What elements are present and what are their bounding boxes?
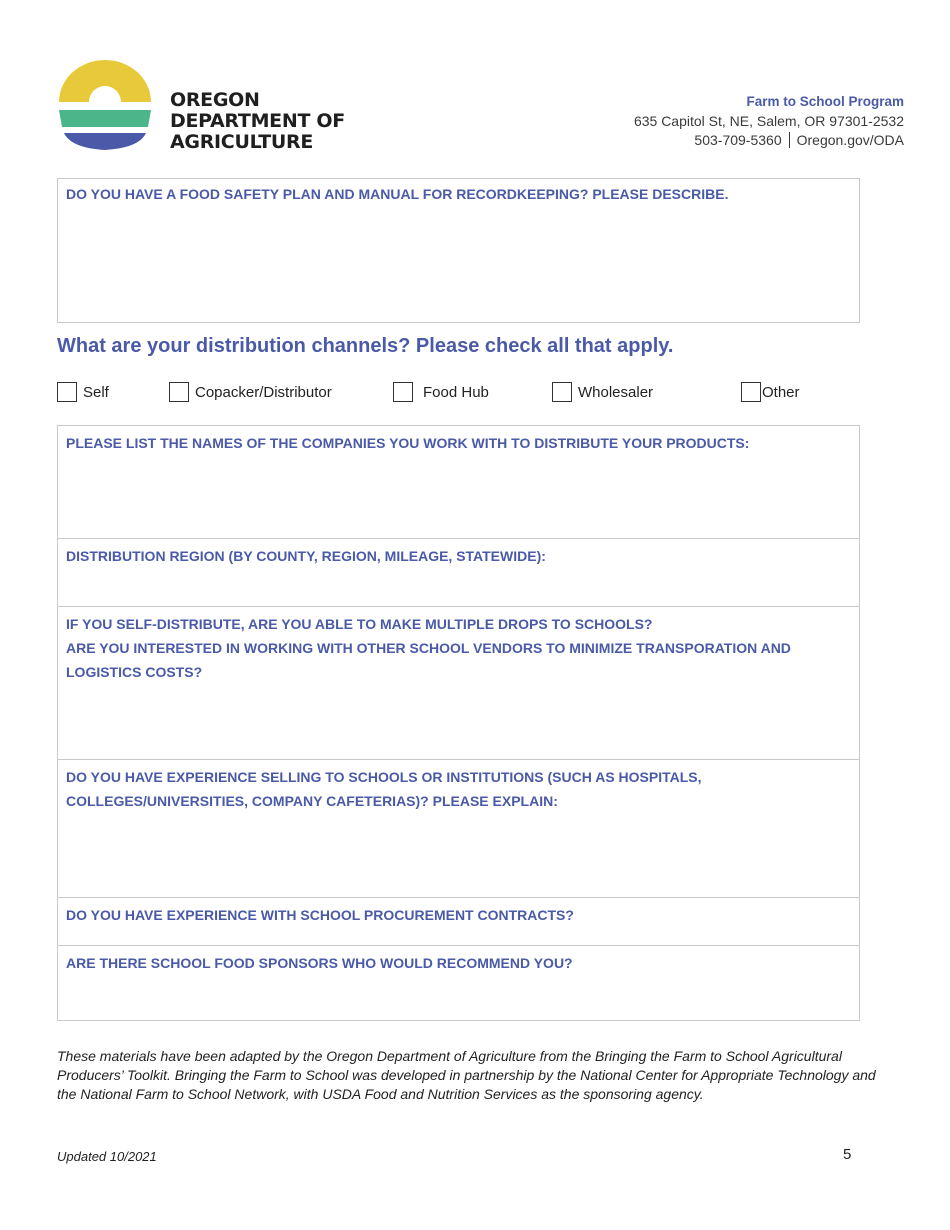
region-question: DISTRIBUTION REGION (BY COUNTY, REGION, MILEAGE, STATEWIDE):	[66, 548, 546, 564]
companies-field[interactable]	[58, 426, 859, 538]
sponsors-field[interactable]	[58, 945, 859, 1022]
checkbox-box[interactable]	[741, 382, 761, 402]
page-number: 5	[843, 1146, 852, 1163]
checkbox-box[interactable]	[57, 382, 77, 402]
contracts-field[interactable]	[58, 897, 859, 945]
updated-date: Updated 10/2021	[57, 1149, 157, 1164]
self-distribute-field[interactable]	[58, 606, 859, 759]
distribution-options	[57, 382, 860, 408]
distribution-heading: What are your distribution channels? Please check all that apply.	[57, 335, 674, 357]
checkbox-food-hub[interactable]: Food Hub	[393, 382, 489, 402]
program-name: Farm to School Program	[746, 94, 904, 109]
checkbox-box[interactable]	[552, 382, 572, 402]
checkbox-other[interactable]: Other	[741, 382, 800, 402]
checkbox-box[interactable]	[393, 382, 413, 402]
checkbox-copacker[interactable]: Copacker/Distributor	[169, 382, 332, 402]
sponsors-question: ARE THERE SCHOOL FOOD SPONSORS WHO WOULD RECOMMEND YOU?	[66, 955, 573, 971]
contracts-question: DO YOU HAVE EXPERIENCE WITH SCHOOL PROCUREMENT CONTRACTS?	[66, 907, 574, 923]
experience-question: DO YOU HAVE EXPERIENCE SELLING TO SCHOOLS OR INSTITUTIONS (SUCH AS HOSPITALS, COLLEGES/UNIVERSITIES, COMPANY CAFETERIAS)? PLEASE EXPLAIN:	[66, 769, 702, 809]
self-distribute-question: IF YOU SELF-DISTRIBUTE, ARE YOU ABLE TO MAKE MULTIPLE DROPS TO SCHOOLS? ARE YOU INTERESTED IN WORKING WITH OTHER SCHOOL VENDORS TO MINIMIZE TRANSPORATION AND LOGISTICS COSTS?	[66, 616, 791, 680]
oda-sun-icon	[57, 60, 157, 154]
address: 635 Capitol St, NE, Salem, OR 97301-2532	[633, 112, 904, 129]
divider	[789, 132, 790, 148]
checkbox-wholesaler[interactable]: Wholesaler	[552, 382, 653, 402]
checkbox-box[interactable]	[169, 382, 189, 402]
phone: 503-709-5360	[694, 132, 782, 148]
distribution-questions-table	[57, 425, 860, 1021]
logo-wordmark: OREGON DEPARTMENT OF AGRICULTURE	[170, 89, 345, 153]
oda-logo	[57, 60, 357, 154]
region-field[interactable]	[58, 538, 859, 606]
food-safety-field[interactable]	[57, 178, 860, 323]
checkbox-self[interactable]: Self	[57, 382, 109, 402]
companies-question: PLEASE LIST THE NAMES OF THE COMPANIES YOU WORK WITH TO DISTRIBUTE YOUR PRODUCTS:	[66, 435, 750, 451]
food-safety-question: DO YOU HAVE A FOOD SAFETY PLAN AND MANUAL FOR RECORDKEEPING? PLEASE DESCRIBE.	[66, 186, 729, 202]
experience-field[interactable]	[58, 759, 859, 897]
contact-block	[634, 92, 904, 151]
website-link[interactable]: Oregon.gov/ODA	[796, 132, 904, 148]
attribution-note: These materials have been adapted by the Oregon Department of Agriculture from the Bringing the Farm to School Agricultural Producers’ Toolkit. Bringing the Farm to School was developed in partnership by the National Center for Appropriate Technology and the National Farm to School Network, with USDA Food and Nutrition Services as the sponsoring agency.	[57, 1048, 876, 1102]
